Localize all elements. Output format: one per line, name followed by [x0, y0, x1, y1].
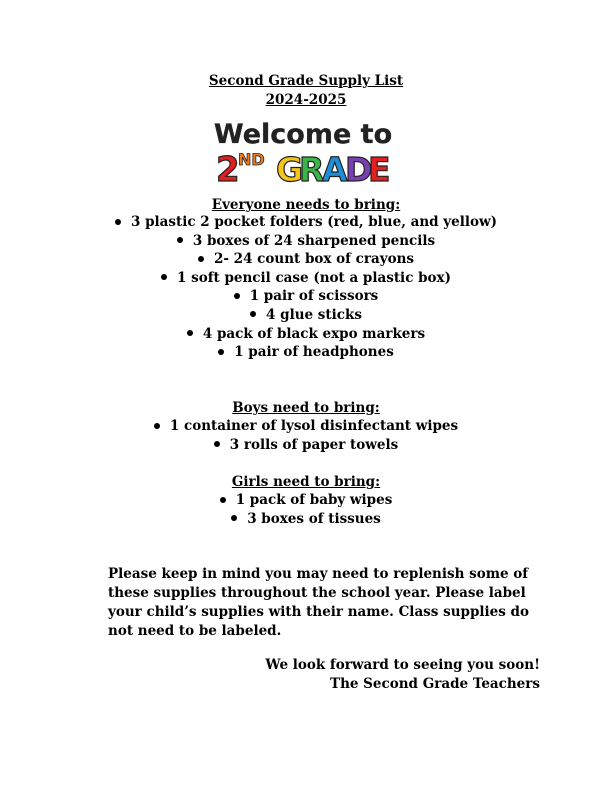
list-item-text: 3 plastic 2 pocket folders (red, blue, and yellow): [130, 214, 498, 230]
logo-line1: Welcome to: [213, 119, 393, 150]
list-item-text: 3 boxes of 24 sharpened pencils: [192, 232, 436, 249]
bullet-icon: [115, 219, 121, 225]
logo-letter: R: [299, 150, 325, 189]
bullet-icon: [154, 423, 160, 429]
bullet-icon: [214, 441, 220, 447]
list-item: [0, 232, 612, 251]
bullet-icon: [234, 293, 240, 299]
logo-letter: G: [276, 150, 304, 189]
list-item-text: 3 rolls of paper towels: [229, 436, 399, 453]
logo-grade-word: [276, 150, 391, 189]
list-item-text: 1 pair of scissors: [249, 288, 379, 305]
list-item: [0, 325, 612, 344]
logo-line2: [216, 150, 391, 189]
boys-heading: Boys need to bring:: [232, 400, 380, 416]
list-item: [0, 250, 612, 269]
list-item-text: 3 boxes of tissues: [247, 510, 381, 527]
list-item: [0, 213, 612, 232]
list-item: [0, 417, 612, 436]
bullet-icon: [250, 311, 256, 317]
list-item: [0, 343, 612, 362]
logo-letter: E: [368, 150, 391, 189]
girls-heading: Girls need to bring:: [231, 474, 381, 490]
list-item: [0, 510, 612, 529]
bullet-icon: [198, 256, 204, 262]
bullet-icon: [220, 497, 226, 503]
school-year: 2024-2025: [265, 92, 347, 108]
list-item-text: 1 pack of baby wipes: [235, 492, 393, 508]
everyone-heading: Everyone needs to bring:: [211, 197, 401, 213]
closing-line: We look forward to seeing you soon!: [265, 657, 540, 673]
document-title: Second Grade Supply List: [208, 73, 404, 89]
list-item-text: 2- 24 count box of crayons: [213, 251, 415, 268]
list-item-text: 1 container of lysol disinfectant wipes: [169, 418, 459, 434]
girls-list: [0, 491, 612, 528]
boys-list: [0, 417, 612, 454]
list-item-text: 1 soft pencil case (not a plastic box): [177, 269, 451, 286]
signature-line: The Second Grade Teachers: [330, 676, 540, 692]
list-item-text: 4 pack of black expo markers: [202, 325, 426, 342]
list-item: [0, 306, 612, 325]
everyone-list: [0, 213, 612, 362]
list-item: [0, 436, 612, 455]
bullet-icon: [177, 237, 183, 243]
note-paragraph: Please keep in mind you may need to replenish some of these supplies throughout the school year. Please label your child’s supplies with their name. Class supplies do not need to be labeled.: [108, 566, 529, 639]
bullet-icon: [218, 349, 224, 355]
logo-letter: A: [322, 150, 348, 189]
logo-superscript: ND: [238, 150, 265, 169]
bullet-icon: [231, 515, 237, 521]
list-item: [0, 491, 612, 510]
logo-number: 2: [216, 150, 240, 189]
list-item: [0, 269, 612, 288]
list-item-text: 4 glue sticks: [266, 306, 362, 323]
logo-letter: D: [345, 150, 373, 189]
list-item: [0, 287, 612, 306]
welcome-logo: [212, 113, 394, 189]
bullet-icon: [161, 274, 167, 280]
bullet-icon: [187, 330, 193, 336]
list-item-text: 1 pair of headphones: [234, 344, 394, 361]
